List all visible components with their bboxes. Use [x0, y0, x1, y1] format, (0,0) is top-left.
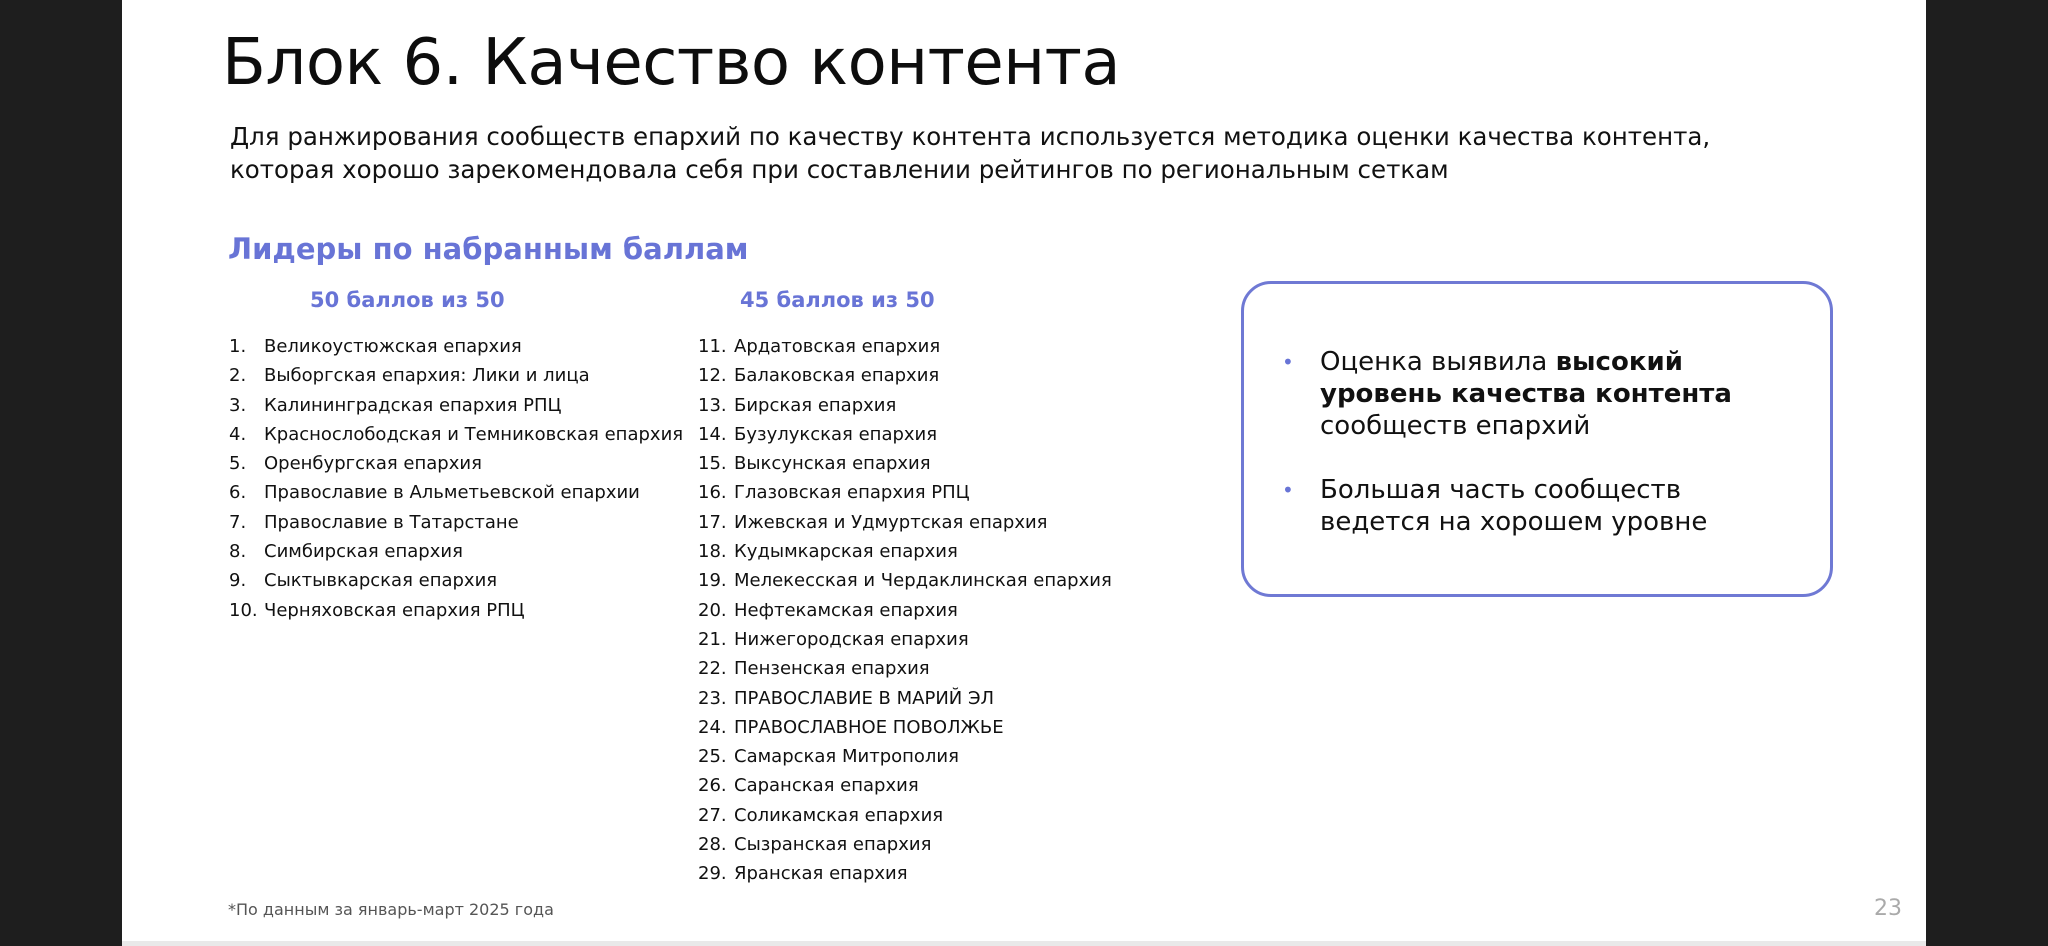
group2-heading: 45 баллов из 50 [740, 288, 935, 312]
summary-callout [1241, 281, 1833, 597]
intro-paragraph: Для ранжирования сообществ епархий по качеству контента используется методика оценки качества контента, которая хорошо зарекомендовала себя при составлении рейтингов по региональным сеткам [230, 122, 1711, 184]
list-item-number: 14. [698, 423, 727, 445]
list-item [698, 566, 1112, 595]
list-item-number: 21. [698, 628, 727, 650]
list-item [698, 625, 1112, 654]
list-item-name: Сызранская епархия [734, 834, 932, 856]
list-item [229, 478, 683, 507]
list-item-name: Балаковская епархия [734, 365, 940, 387]
list-item-number: 9. [229, 570, 247, 592]
callout-bullet-1-text: Оценка выявила высокий уровень качества контента сообществ епархий [1320, 347, 1732, 441]
list-item-number: 29. [698, 863, 727, 885]
list-item-name: Саранская епархия [734, 775, 919, 797]
leaders-list-45 [698, 332, 1112, 889]
list-item [698, 713, 1112, 742]
list-item-name: Кудымкарская епархия [734, 541, 958, 563]
list-item [698, 508, 1112, 537]
list-item-number: 26. [698, 775, 727, 797]
list-item [229, 449, 683, 478]
list-item [698, 684, 1112, 713]
list-item-name: Оренбургская епархия [264, 453, 482, 475]
list-item-number: 27. [698, 804, 727, 826]
list-item-name: Самарская Митрополия [734, 746, 959, 768]
list-item [229, 596, 683, 625]
list-item-name: Бузулукская епархия [734, 423, 938, 445]
list-item [229, 391, 683, 420]
list-item-number: 16. [698, 482, 727, 504]
list-item [698, 420, 1112, 449]
list-item-name: Ижевская и Удмуртская епархия [734, 511, 1048, 533]
list-item-number: 25. [698, 746, 727, 768]
list-item-number: 12. [698, 365, 727, 387]
leaders-list-50 [229, 332, 683, 625]
list-item-name: Пензенская епархия [734, 658, 930, 680]
list-item [698, 332, 1112, 361]
list-item-name: Великоустюжская епархия [264, 336, 522, 357]
list-item-number: 23. [698, 687, 727, 709]
list-item-number: 4. [229, 423, 247, 445]
list-item-number: 1. [229, 336, 247, 357]
list-item [698, 801, 1112, 830]
list-item [698, 742, 1112, 771]
list-item-name: Мелекесская и Чердаклинская епархия [734, 570, 1112, 592]
list-item [698, 830, 1112, 859]
list-item-name: Соликамская епархия [734, 804, 944, 826]
list-item [229, 566, 683, 595]
list-item-number: 19. [698, 570, 727, 592]
list-item [698, 771, 1112, 800]
callout-bullet-2 [1282, 474, 1790, 538]
callout-bullet-1-bold: высокий уровень качества контента [1320, 347, 1732, 409]
list-item-name: Черняховская епархия РПЦ [264, 599, 525, 621]
list-item-name: Симбирская епархия [264, 541, 463, 563]
footnote: *По данным за январь-март 2025 года [228, 900, 554, 919]
list-item-name: Бирская епархия [734, 394, 897, 416]
list-item-name: ПРАВОСЛАВИЕ В МАРИЙ ЭЛ [734, 687, 995, 709]
list-item-name: Яранская епархия [734, 863, 908, 885]
list-item-name: Ардатовская епархия [734, 336, 941, 357]
callout-bullet-1 [1282, 346, 1790, 442]
list-item-name: Православие в Альметьевской епархии [264, 482, 640, 504]
list-item [698, 654, 1112, 683]
list-item-name: Православие в Татарстане [264, 511, 519, 533]
slide [122, 0, 1926, 941]
list-item-number: 8. [229, 541, 247, 563]
bullet-dot-icon: • [1282, 350, 1294, 374]
list-item-number: 11. [698, 336, 727, 357]
list-item-number: 24. [698, 716, 727, 738]
list-item [698, 859, 1112, 888]
list-item-number: 28. [698, 834, 727, 856]
list-item [698, 478, 1112, 507]
list-item [698, 391, 1112, 420]
list-item-name: ПРАВОСЛАВНОЕ ПОВОЛЖЬЕ [734, 716, 1004, 738]
leaders-heading: Лидеры по набранным баллам [228, 232, 749, 266]
list-item-number: 2. [229, 365, 247, 387]
callout-bullet-2-text: Большая часть сообществ ведется на хорошем уровне [1320, 475, 1708, 537]
slide-bottom-strip [122, 941, 1926, 946]
list-item-number: 20. [698, 599, 727, 621]
list-item [229, 537, 683, 566]
list-item [698, 537, 1112, 566]
list-item-name: Нижегородская епархия [734, 628, 969, 650]
list-item-number: 13. [698, 394, 727, 416]
list-item [229, 508, 683, 537]
list-item-number: 7. [229, 511, 247, 533]
bullet-dot-icon: • [1282, 478, 1294, 502]
list-item-number: 18. [698, 541, 727, 563]
group1-heading: 50 баллов из 50 [310, 288, 505, 312]
list-item-name: Сыктывкарская епархия [264, 570, 498, 592]
list-item-name: Калининградская епархия РПЦ [264, 394, 562, 416]
list-item-name: Краснослободская и Темниковская епархия [264, 423, 684, 445]
list-item-number: 22. [698, 658, 727, 680]
list-item-number: 5. [229, 453, 247, 475]
page-number: 23 [1874, 896, 1902, 921]
list-item-number: 15. [698, 453, 727, 475]
list-item [229, 420, 683, 449]
list-item [698, 449, 1112, 478]
list-item [229, 361, 683, 390]
list-item [698, 596, 1112, 625]
list-item-number: 6. [229, 482, 247, 504]
page-title: Блок 6. Качество контента [222, 26, 1121, 100]
list-item [229, 332, 683, 361]
list-item-name: Выборгская епархия: Лики и лица [264, 365, 590, 387]
list-item-name: Нефтекамская епархия [734, 599, 958, 621]
list-item [698, 361, 1112, 390]
list-item-name: Глазовская епархия РПЦ [734, 482, 970, 504]
list-item-number: 17. [698, 511, 727, 533]
list-item-name: Выксунская епархия [734, 453, 931, 475]
list-item-number: 3. [229, 394, 247, 416]
list-item-number: 10. [229, 599, 258, 621]
